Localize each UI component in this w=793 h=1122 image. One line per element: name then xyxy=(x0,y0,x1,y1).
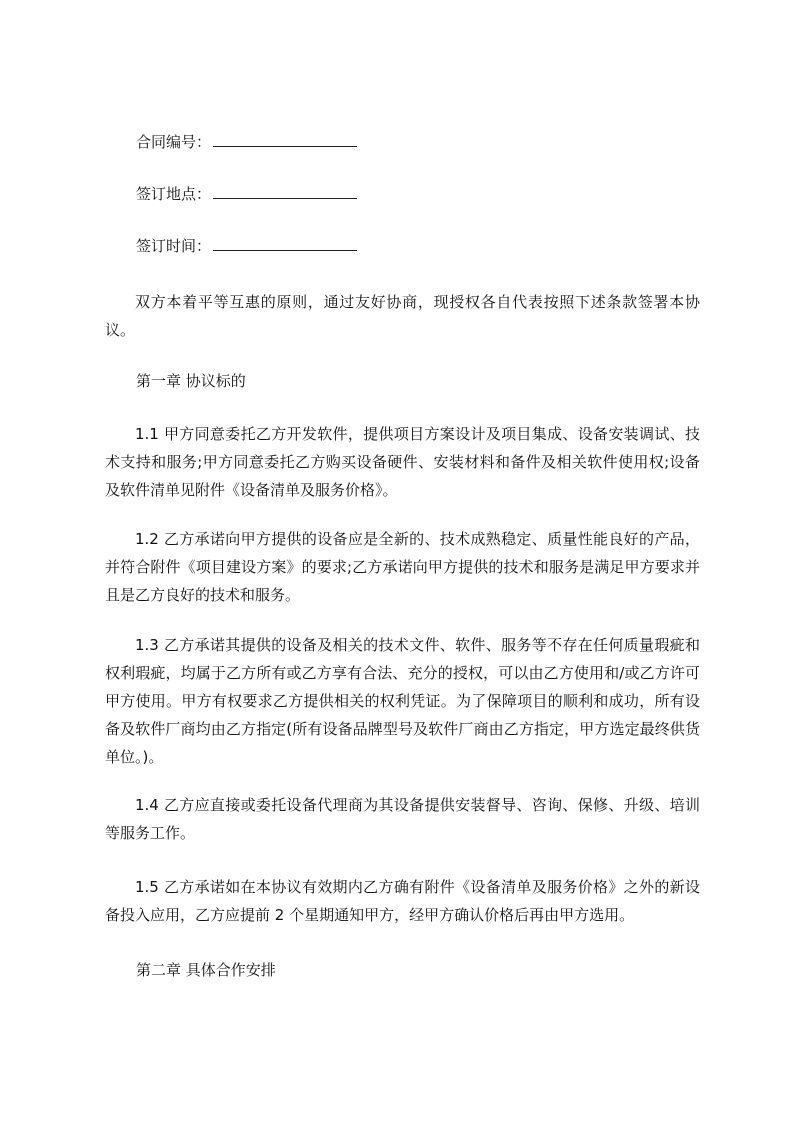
chapter-2-title: 第二章 具体合作安排 xyxy=(136,961,276,979)
clause-1-5: 1.5 乙方承诺如在本协议有效期内乙方确有附件《设备清单及服务价格》之外的新设备投入应用，乙方应提前 2 个星期通知甲方，经甲方确认价格后再由甲方选用。 xyxy=(105,878,700,924)
contract-number-field xyxy=(136,132,357,152)
signing-location-blank xyxy=(213,184,357,199)
signing-location-field xyxy=(136,184,357,204)
signing-location-label: 签订地点： xyxy=(136,185,212,203)
clause-1-1: 1.1 甲方同意委托乙方开发软件，提供项目方案设计及项目集成、设备安装调试、技术支持和服务;甲方同意委托乙方购买设备硬件、安装材料和备件及相关软件使用权;设备及软件清单见附件《设备清单及服务价格》。 xyxy=(105,425,700,499)
contract-number-label: 合同编号： xyxy=(136,133,212,151)
signing-time-label: 签订时间： xyxy=(136,237,212,255)
signing-time-field xyxy=(136,236,357,256)
chapter-1-title: 第一章 协议标的 xyxy=(136,372,246,390)
clause-1-3: 1.3 乙方承诺其提供的设备及相关的技术文件、软件、服务等不存在任何质量瑕疵和权利瑕疵，均属于乙方所有或乙方享有合法、充分的授权，可以由乙方使用和/或乙方许可甲方使用。甲方有权要求乙方提供相关的权利凭证。为了保障项目的顺利和成功，所有设备及软件厂商均由乙方指定(所有设备品牌型号及软件厂商由乙方指定，甲方选定最终供货单位。)。 xyxy=(105,636,700,766)
intro-paragraph: 双方本着平等互惠的原则，通过友好协商，现授权各自代表按照下述条款签署本协议。 xyxy=(105,293,700,339)
clause-1-4: 1.4 乙方应直接或委托设备代理商为其设备提供安装督导、咨询、保修、升级、培训等服务工作。 xyxy=(105,796,700,842)
signing-time-blank xyxy=(213,236,357,251)
contract-number-blank xyxy=(213,132,357,147)
clause-1-2: 1.2 乙方承诺向甲方提供的设备应是全新的、技术成熟稳定、质量性能良好的产品，并符合附件《项目建设方案》的要求;乙方承诺向甲方提供的技术和服务是满足甲方要求并且是乙方良好的技术和服务。 xyxy=(105,530,700,604)
